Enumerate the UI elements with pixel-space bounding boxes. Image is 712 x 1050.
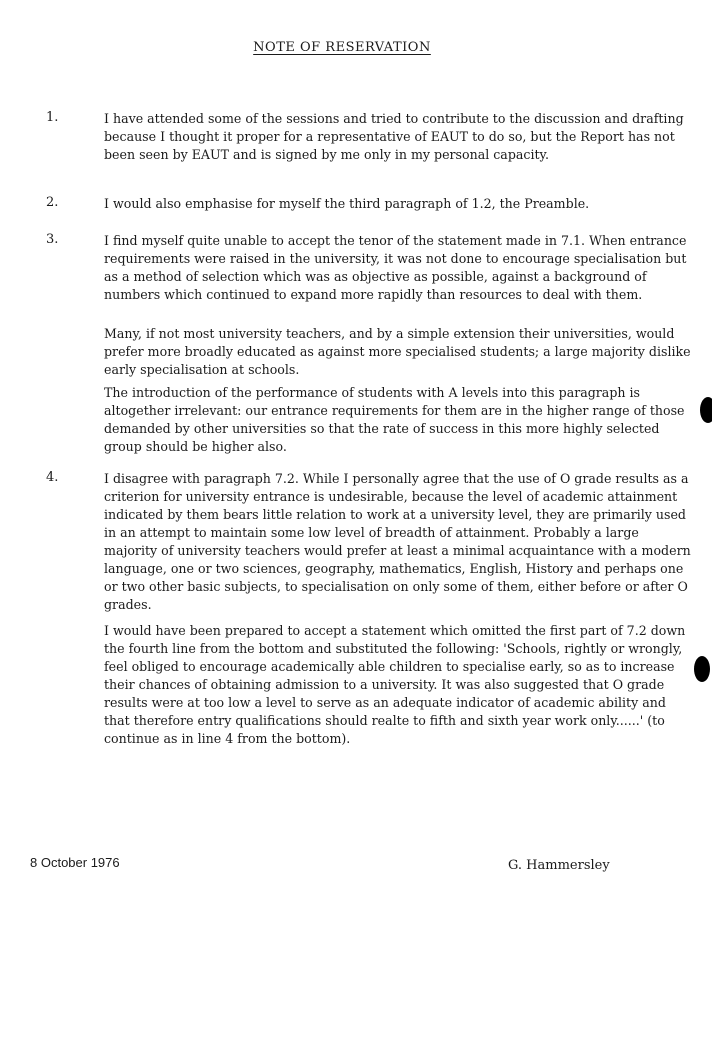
item-4-paragraph-2: I would have been prepared to accept a statement which omitted the first part of 7.2 down the fourth line from the bottom and substituted the following: 'Schools, rightly or wrongly, feel obliged to encourage academically able children to specialise early, so as to increase their chances of obtaining admission to a university. It was also suggested that O grade results were at too low a level to serve as an adequate indicator of academic ability and that therefore entry qualifications should realte to fifth and sixth year work only......' (to continue as in line 4 from the bottom). bbox=[104, 623, 686, 746]
punch-hole bbox=[700, 397, 712, 423]
item-1-paragraph-1: I have attended some of the sessions and tried to contribute to the discussion and drafting because I thought it proper for a representative of EAUT to do so, but the Report has not been seen by EAUT and is signed by me only in my personal capacity. bbox=[104, 111, 684, 162]
item-number-3: 3. bbox=[46, 232, 59, 247]
item-number-2: 2. bbox=[46, 195, 59, 210]
signature: G. Hammersley bbox=[508, 858, 610, 873]
item-4-paragraph-1: I disagree with paragraph 7.2. While I personally agree that the use of O grade results as a criterion for university entrance is undesirable, because the level of academic attainment indicated by them bears little relation to work at a university level, they are primarily used in an attempt to maintain some low level of breadth of attainment. Probably a large majority of university teachers would prefer at least a minimal acquaintance with a modern language, one or two sciences, geography, mathematics, English, History and perhaps one or two other basic subjects, to specialisation on only some of them, either before or after O grades. bbox=[104, 471, 691, 612]
punch-hole bbox=[694, 656, 710, 682]
item-number-1: 1. bbox=[46, 110, 59, 125]
item-number-4: 4. bbox=[46, 470, 59, 485]
item-3-paragraph-3: The introduction of the performance of students with A levels into this paragraph is altogether irrelevant: our entrance requirements for them are in the higher range of those demanded by other universities so that the rate of success in this more highly selected group should be higher also. bbox=[104, 385, 685, 454]
item-2-paragraph-1: I would also emphasise for myself the third paragraph of 1.2, the Preamble. bbox=[104, 196, 590, 211]
page-title: NOTE OF RESERVATION bbox=[253, 40, 431, 55]
item-3-paragraph-1: I find myself quite unable to accept the tenor of the statement made in 7.1. When entrance requirements were raised in the university, it was not done to encourage specialisation but as a method of selection which was as objective as possible, against a background of numbers which continued to expand more rapidly than resources to deal with them. bbox=[104, 233, 687, 302]
item-3-paragraph-2: Many, if not most university teachers, and by a simple extension their universities, would prefer more broadly educated as against more specialised students; a large majority dislike early specialisation at schools. bbox=[104, 326, 691, 377]
document-date: 8 October 1976 bbox=[30, 855, 120, 870]
